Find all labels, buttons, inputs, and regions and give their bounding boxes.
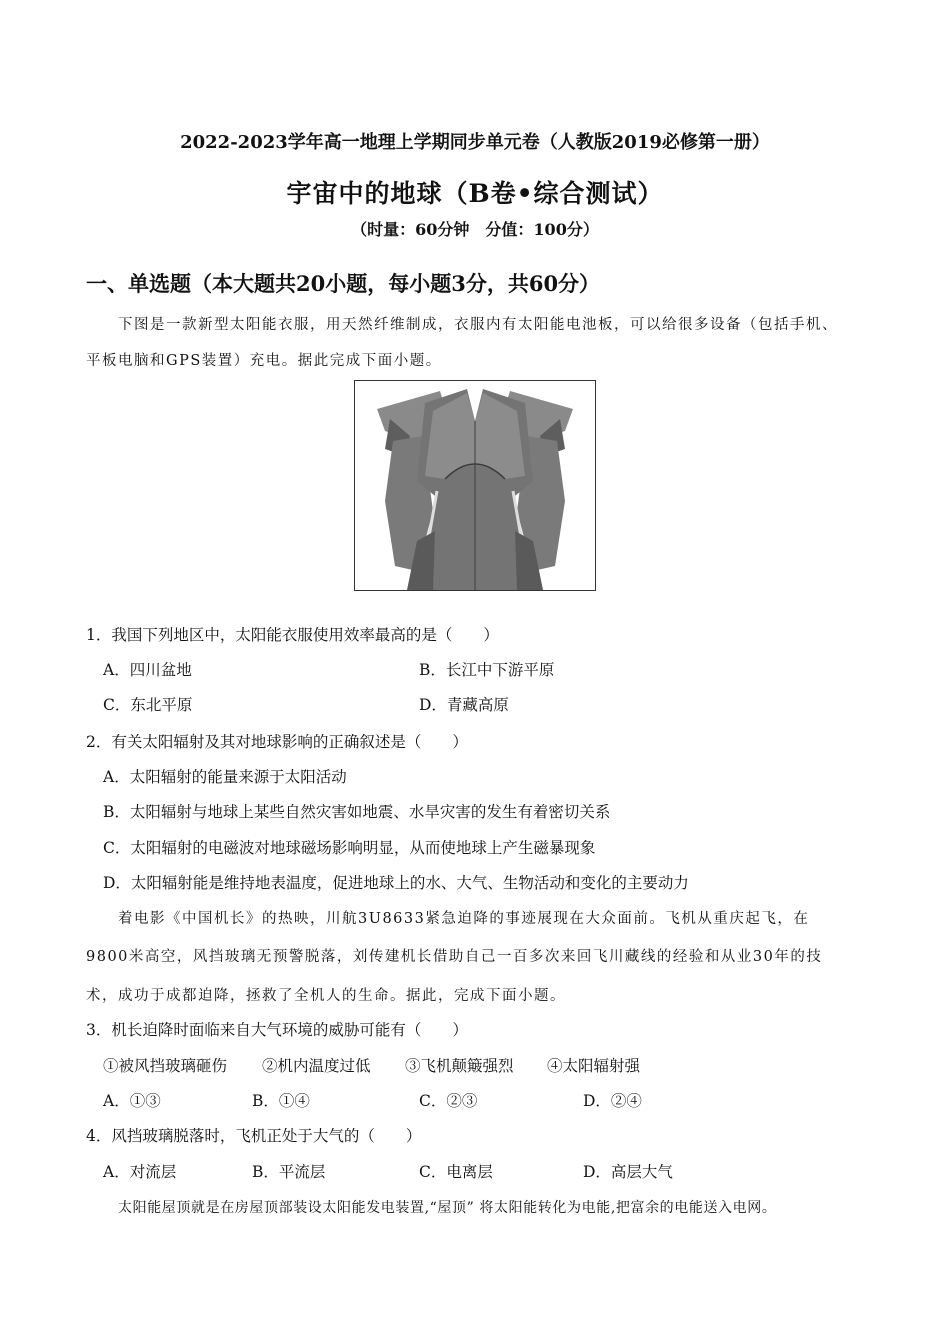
passage3-line1: 太阳能屋顶就是在房屋顶部装设太阳能发电装置,“屋顶” 将太阳能转化为电能,把富余的电能送入电网。 [118,1200,777,1216]
option-c[interactable]: C．太阳辐射的电磁波对地球磁场影响明显，从而使地球上产生磁暴现象 [103,839,596,857]
exam-info: （时量：60分钟 分值：100分） [351,220,599,239]
section-heading: 一、单选题（本大题共20小题，每小题3分，共60分） [86,271,601,296]
passage2-line1: 着电影《中国机长》的热映，川航3U8633紧急迫降的事迹展现在大众面前。飞机从重庆起飞，在 [118,911,810,927]
option-a[interactable]: A．对流层 [103,1163,177,1181]
statement-4: ④太阳辐射强 [547,1057,641,1075]
option-d[interactable]: D．高层大气 [583,1163,673,1181]
option-a[interactable]: A．四川盆地 [103,661,192,679]
solar-jacket-photo-icon [354,380,596,591]
page-title: 宇宙中的地球（B卷•综合测试） [286,179,664,208]
option-d[interactable]: D．太阳辐射能是维持地表温度，促进地球上的水、大气、生物活动和变化的主要动力 [103,874,689,892]
question-stem: 1．我国下列地区中，太阳能衣服使用效率最高的是（ ） [86,626,499,644]
statement-2: ②机内温度过低 [262,1057,371,1075]
document-header: 2022-2023学年高一地理上学期同步单元卷（人教版2019必修第一册） [180,132,770,153]
passage2-line3: 术，成功于成都迫降，拯救了全机人的生命。据此，完成下面小题。 [86,988,566,1004]
option-c[interactable]: C．电离层 [419,1163,493,1181]
passage1-line2: 平板电脑和GPS装置）充电。据此完成下面小题。 [86,353,442,369]
option-a[interactable]: A．太阳辐射的能量来源于太阳活动 [103,768,347,786]
question-stem: 4．风挡玻璃脱落时，飞机正处于大气的（ ） [86,1127,422,1145]
option-b[interactable]: B．太阳辐射与地球上某些自然灾害如地震、水旱灾害的发生有着密切关系 [103,803,611,821]
question-stem: 3．机长迫降时面临来自大气环境的威胁可能有（ ） [86,1021,468,1039]
option-a[interactable]: A．①③ [103,1092,161,1110]
passage1-line1: 下图是一款新型太阳能衣服，用天然纤维制成，衣服内有太阳能电池板，可以给很多设备（包括手机、 [118,317,838,333]
option-c[interactable]: C．东北平原 [103,696,193,714]
statement-1: ①被风挡玻璃砸伤 [103,1057,228,1075]
passage2-line2: 9800米高空，风挡玻璃无预警脱落，刘传建机长借助自己一百多次来回飞川藏线的经验和从业30年的技 [86,949,823,965]
option-c[interactable]: C．②③ [419,1092,478,1110]
option-b[interactable]: B．长江中下游平原 [419,661,555,679]
statement-3: ③飞机颠簸强烈 [405,1057,514,1075]
option-b[interactable]: B．①④ [252,1092,310,1110]
question-stem: 2．有关太阳辐射及其对地球影响的正确叙述是（ ） [86,733,468,751]
option-d[interactable]: D．②④ [583,1092,642,1110]
option-d[interactable]: D．青藏高原 [419,696,509,714]
option-b[interactable]: B．平流层 [252,1163,326,1181]
